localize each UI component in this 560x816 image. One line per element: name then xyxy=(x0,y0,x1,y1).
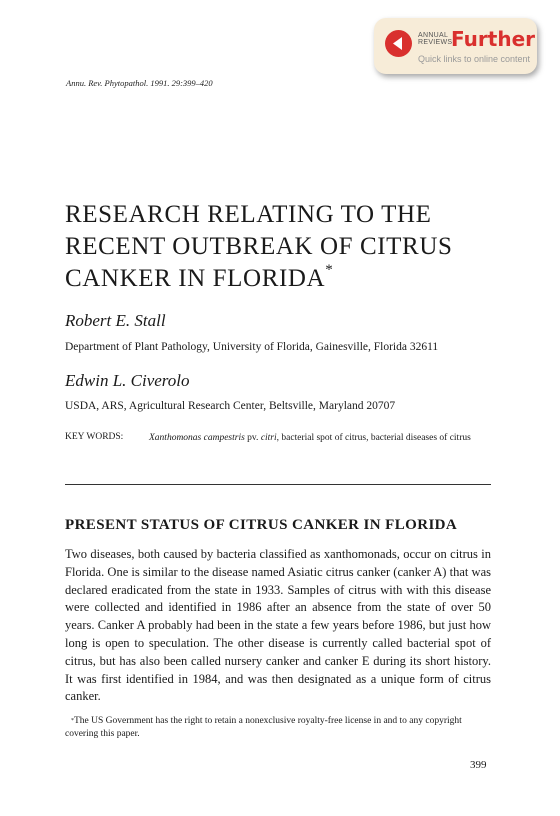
badge-annual-reviews-label: ANNUAL REVIEWS xyxy=(418,32,453,46)
title-footnote-marker: * xyxy=(325,262,334,278)
section-divider xyxy=(65,484,491,485)
title-line-1: RESEARCH RELATING TO THE xyxy=(65,201,432,228)
keyword-pv: pv. xyxy=(244,433,261,443)
article-title xyxy=(65,199,485,295)
page-number: 399 xyxy=(470,759,487,771)
play-left-icon xyxy=(385,30,412,57)
section-heading: PRESENT STATUS OF CITRUS CANKER IN FLORIDA xyxy=(65,517,458,533)
annual-reviews-further-badge[interactable] xyxy=(374,18,537,74)
keywords-label: KEY WORDS: xyxy=(65,432,124,442)
footnote-text: The US Government has the right to retain a nonexclusive royalty-free license in and to any copyright covering this paper. xyxy=(65,716,462,739)
keyword-rest: , bacterial spot of citrus, bacterial diseases of citrus xyxy=(276,433,471,443)
title-line-2: RECENT OUTBREAK OF CITRUS xyxy=(65,233,453,260)
badge-tagline: Quick links to online content xyxy=(418,54,531,64)
author-name-1: Robert E. Stall xyxy=(65,311,166,330)
keyword-species: Xanthomonas campestris xyxy=(149,433,245,443)
footnote-marker: * xyxy=(71,718,74,724)
journal-reference: Annu. Rev. Phytopathol. 1991. 29:399–420 xyxy=(66,78,213,88)
author-affiliation-2: USDA, ARS, Agricultural Research Center, Beltsville, Maryland 20707 xyxy=(65,400,396,412)
keyword-pathovar: citri xyxy=(260,433,277,443)
title-line-3: CANKER IN FLORIDA xyxy=(65,265,326,292)
body-paragraph: Two diseases, both caused by bacteria classified as xanthomonads, occur on citrus in Florida. One is similar to the disease named Asiatic citrus canker (canker A) that was declared eradicated from the state in 1933. Samples of citrus with with this disease were collected and identified in 1986 after an absence from the state of over 50 years. Canker A probably had been in the state a few years before 1986, but just how long is open to speculation. The other disease is currently called bacterial spot of citrus, but has also been called nursery canker and canker E during its short history. It was first identified in 1984, and was then designated as a unique form of citrus canker. xyxy=(65,547,491,704)
badge-further-label: Further xyxy=(451,27,535,51)
author-affiliation-1: Department of Plant Pathology, University of Florida, Gainesville, Florida 32611 xyxy=(65,341,439,353)
keywords-text xyxy=(149,432,494,444)
footnote xyxy=(65,715,491,741)
author-name-2: Edwin L. Civerolo xyxy=(65,371,190,390)
